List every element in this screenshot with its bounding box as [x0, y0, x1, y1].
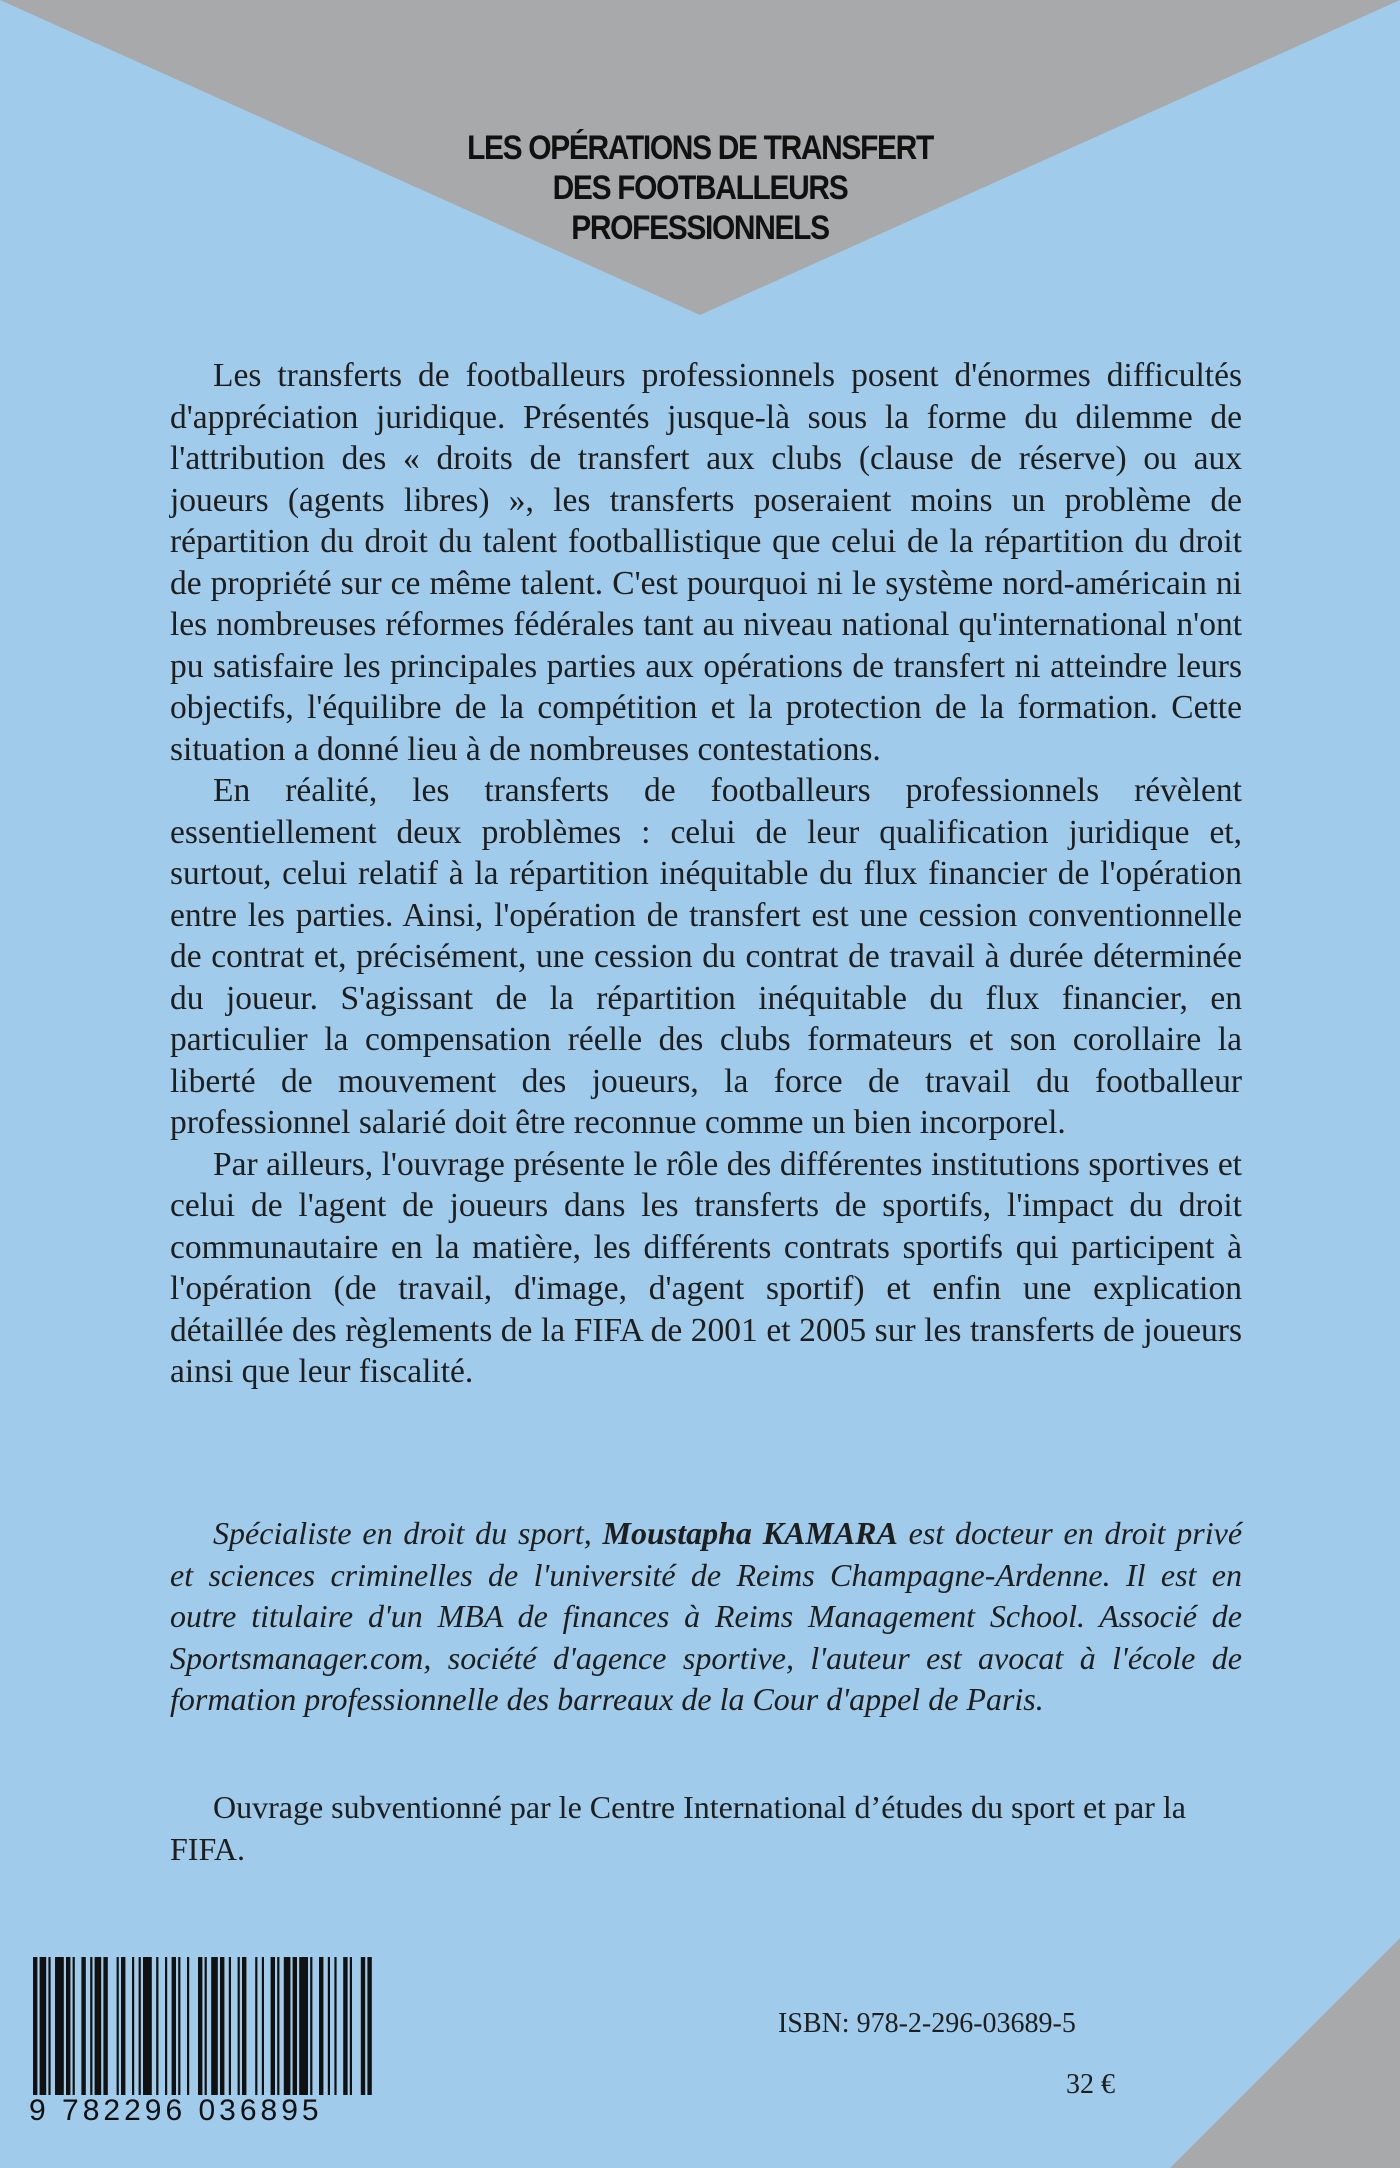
barcode-bar	[121, 1957, 125, 2095]
barcode-bar	[165, 1957, 167, 2095]
author-bio	[170, 1513, 1242, 1721]
barcode-bar	[310, 1957, 312, 2095]
summary-paragraph-2: En réalité, les transferts de footballeurs professionnels révèlent essentiellement deux problèmes : celui de leur qualification juridique et, surtout, celui relatif à la répartition inéquitable du flux financier de l'opération entre les parties. Ainsi, l'opération de transfert est une cession conventionnelle de contrat et, précisément, une cession du contrat de travail à durée déterminée du joueur. S'agissant de la répartition inéquitable du flux financier, en particulier la compensation réelle des clubs formateurs et son corollaire la liberté de mouvement des joueurs, la force de travail du footballeur professionnel salarié doit être reconnue comme un bien incorporel.	[170, 772, 1242, 1141]
barcode-bar	[103, 1957, 107, 2095]
bio-intro: Spécialiste en droit du sport,	[213, 1515, 603, 1551]
barcode-bar	[343, 1957, 347, 2095]
barcode-bar	[139, 1957, 141, 2095]
barcode-bar	[271, 1957, 275, 2095]
barcode-bar	[33, 1957, 37, 2095]
barcode-bar	[48, 1957, 50, 2095]
barcode-bar	[277, 1957, 279, 2095]
barcode-bar	[90, 1957, 92, 2095]
barcode-bar	[328, 1957, 330, 2095]
barcode-bar	[284, 1957, 291, 2095]
sponsor-note	[170, 1787, 1242, 1870]
barcode-bar	[211, 1957, 218, 2095]
barcode-bar	[156, 1957, 158, 2095]
bio-details: est docteur en droit privé et sciences criminelles de l'université de Reims Champagne-Ardenne. Il est en outre titulaire d'un MBA de finances à Reims Management School. Associé de Sportsmanager.com, société d'agence sportive, l'auteur est avocat à l'école de formation professionnelle des barreaux de la Cour d'appel de Paris.	[170, 1515, 1243, 1717]
barcode-bar	[117, 1957, 119, 2095]
barcode-bar	[319, 1957, 323, 2095]
title-line-3: PROFESSIONNELS	[571, 209, 829, 247]
price-label: 32 €	[1066, 2069, 1115, 2100]
barcode-bar	[40, 1957, 47, 2095]
barcode-bar	[220, 1957, 224, 2095]
barcode-bar	[66, 1957, 70, 2095]
barcode-bar	[198, 1957, 202, 2095]
barcode-bar	[81, 1957, 85, 2095]
sponsor-text: Ouvrage subventionné par le Centre International d’études du sport et par la FIFA.	[170, 1789, 1186, 1867]
isbn-label: ISBN: 978-2-296-03689-5	[778, 2008, 1076, 2039]
barcode-bar	[255, 1957, 257, 2095]
barcode-bar	[187, 1957, 189, 2095]
barcode-bar	[367, 1957, 371, 2095]
barcode-digits: 9 782296 036895	[29, 2094, 323, 2127]
barcode-bar	[293, 1957, 297, 2095]
corner-triangle	[1170, 1938, 1400, 2168]
title-line-2: DES FOOTBALLEURS	[552, 169, 848, 207]
barcode-bar	[132, 1957, 134, 2095]
summary-paragraph-1: Les transferts de footballeurs professionnels posent d'énormes difficultés d'appréciation juridique. Présentés jusque-là sous la forme du dilemme de l'attribution des « droits de transfert aux clubs (clause de réserve) ou aux joueurs (agents libres) », les transferts poseraient moins un problème de répartition du droit du talent footballistique que celui de la répartition du droit de propriété sur ce même talent. C'est pourquoi ni le système nord-américain ni les nombreuses réformes fédérales tant au niveau national qu'international n'ont pu satisfaire les principales parties aux opérations de transfert ni atteindre leurs objectifs, l'équilibre de la compétition et la protection de la formation. Cette situation a donné lieu à de nombreuses contestations.	[170, 357, 1242, 768]
barcode-bar	[205, 1957, 207, 2095]
barcode-bar	[229, 1957, 231, 2095]
author-name: Moustapha KAMARA	[602, 1515, 898, 1551]
summary-text	[170, 355, 1242, 1393]
barcode-bar	[178, 1957, 180, 2095]
barcode	[29, 1957, 461, 2097]
summary-paragraph-3: Par ailleurs, l'ouvrage présente le rôle des différentes institutions sportives et celui de l'agent de joueurs dans les transferts de sportifs, l'impact du droit communautaire en la matière, les différents contrats sportifs qui participent à l'opération (de travail, d'image, d'agent sportif) et enfin une explication détaillée des règlements de la FIFA de 2001 et 2005 sur les transferts de joueurs ainsi que leur fiscalité.	[170, 1145, 1242, 1390]
barcode-bar	[55, 1957, 64, 2095]
barcode-bar	[334, 1957, 336, 2095]
barcode-bar	[73, 1957, 75, 2095]
book-title	[410, 128, 991, 248]
barcode-bars	[29, 1957, 461, 2097]
barcode-bar	[238, 1957, 240, 2095]
barcode-bar	[143, 1957, 152, 2095]
title-line-1: LES OPÉRATIONS DE TRANSFERT	[467, 129, 933, 167]
barcode-bar	[172, 1957, 176, 2095]
barcode-bar	[95, 1957, 102, 2095]
barcode-bar	[299, 1957, 308, 2095]
barcode-bar	[361, 1957, 365, 2095]
barcode-bar	[350, 1957, 352, 2095]
barcode-bar	[262, 1957, 264, 2095]
barcode-bar	[242, 1957, 246, 2095]
